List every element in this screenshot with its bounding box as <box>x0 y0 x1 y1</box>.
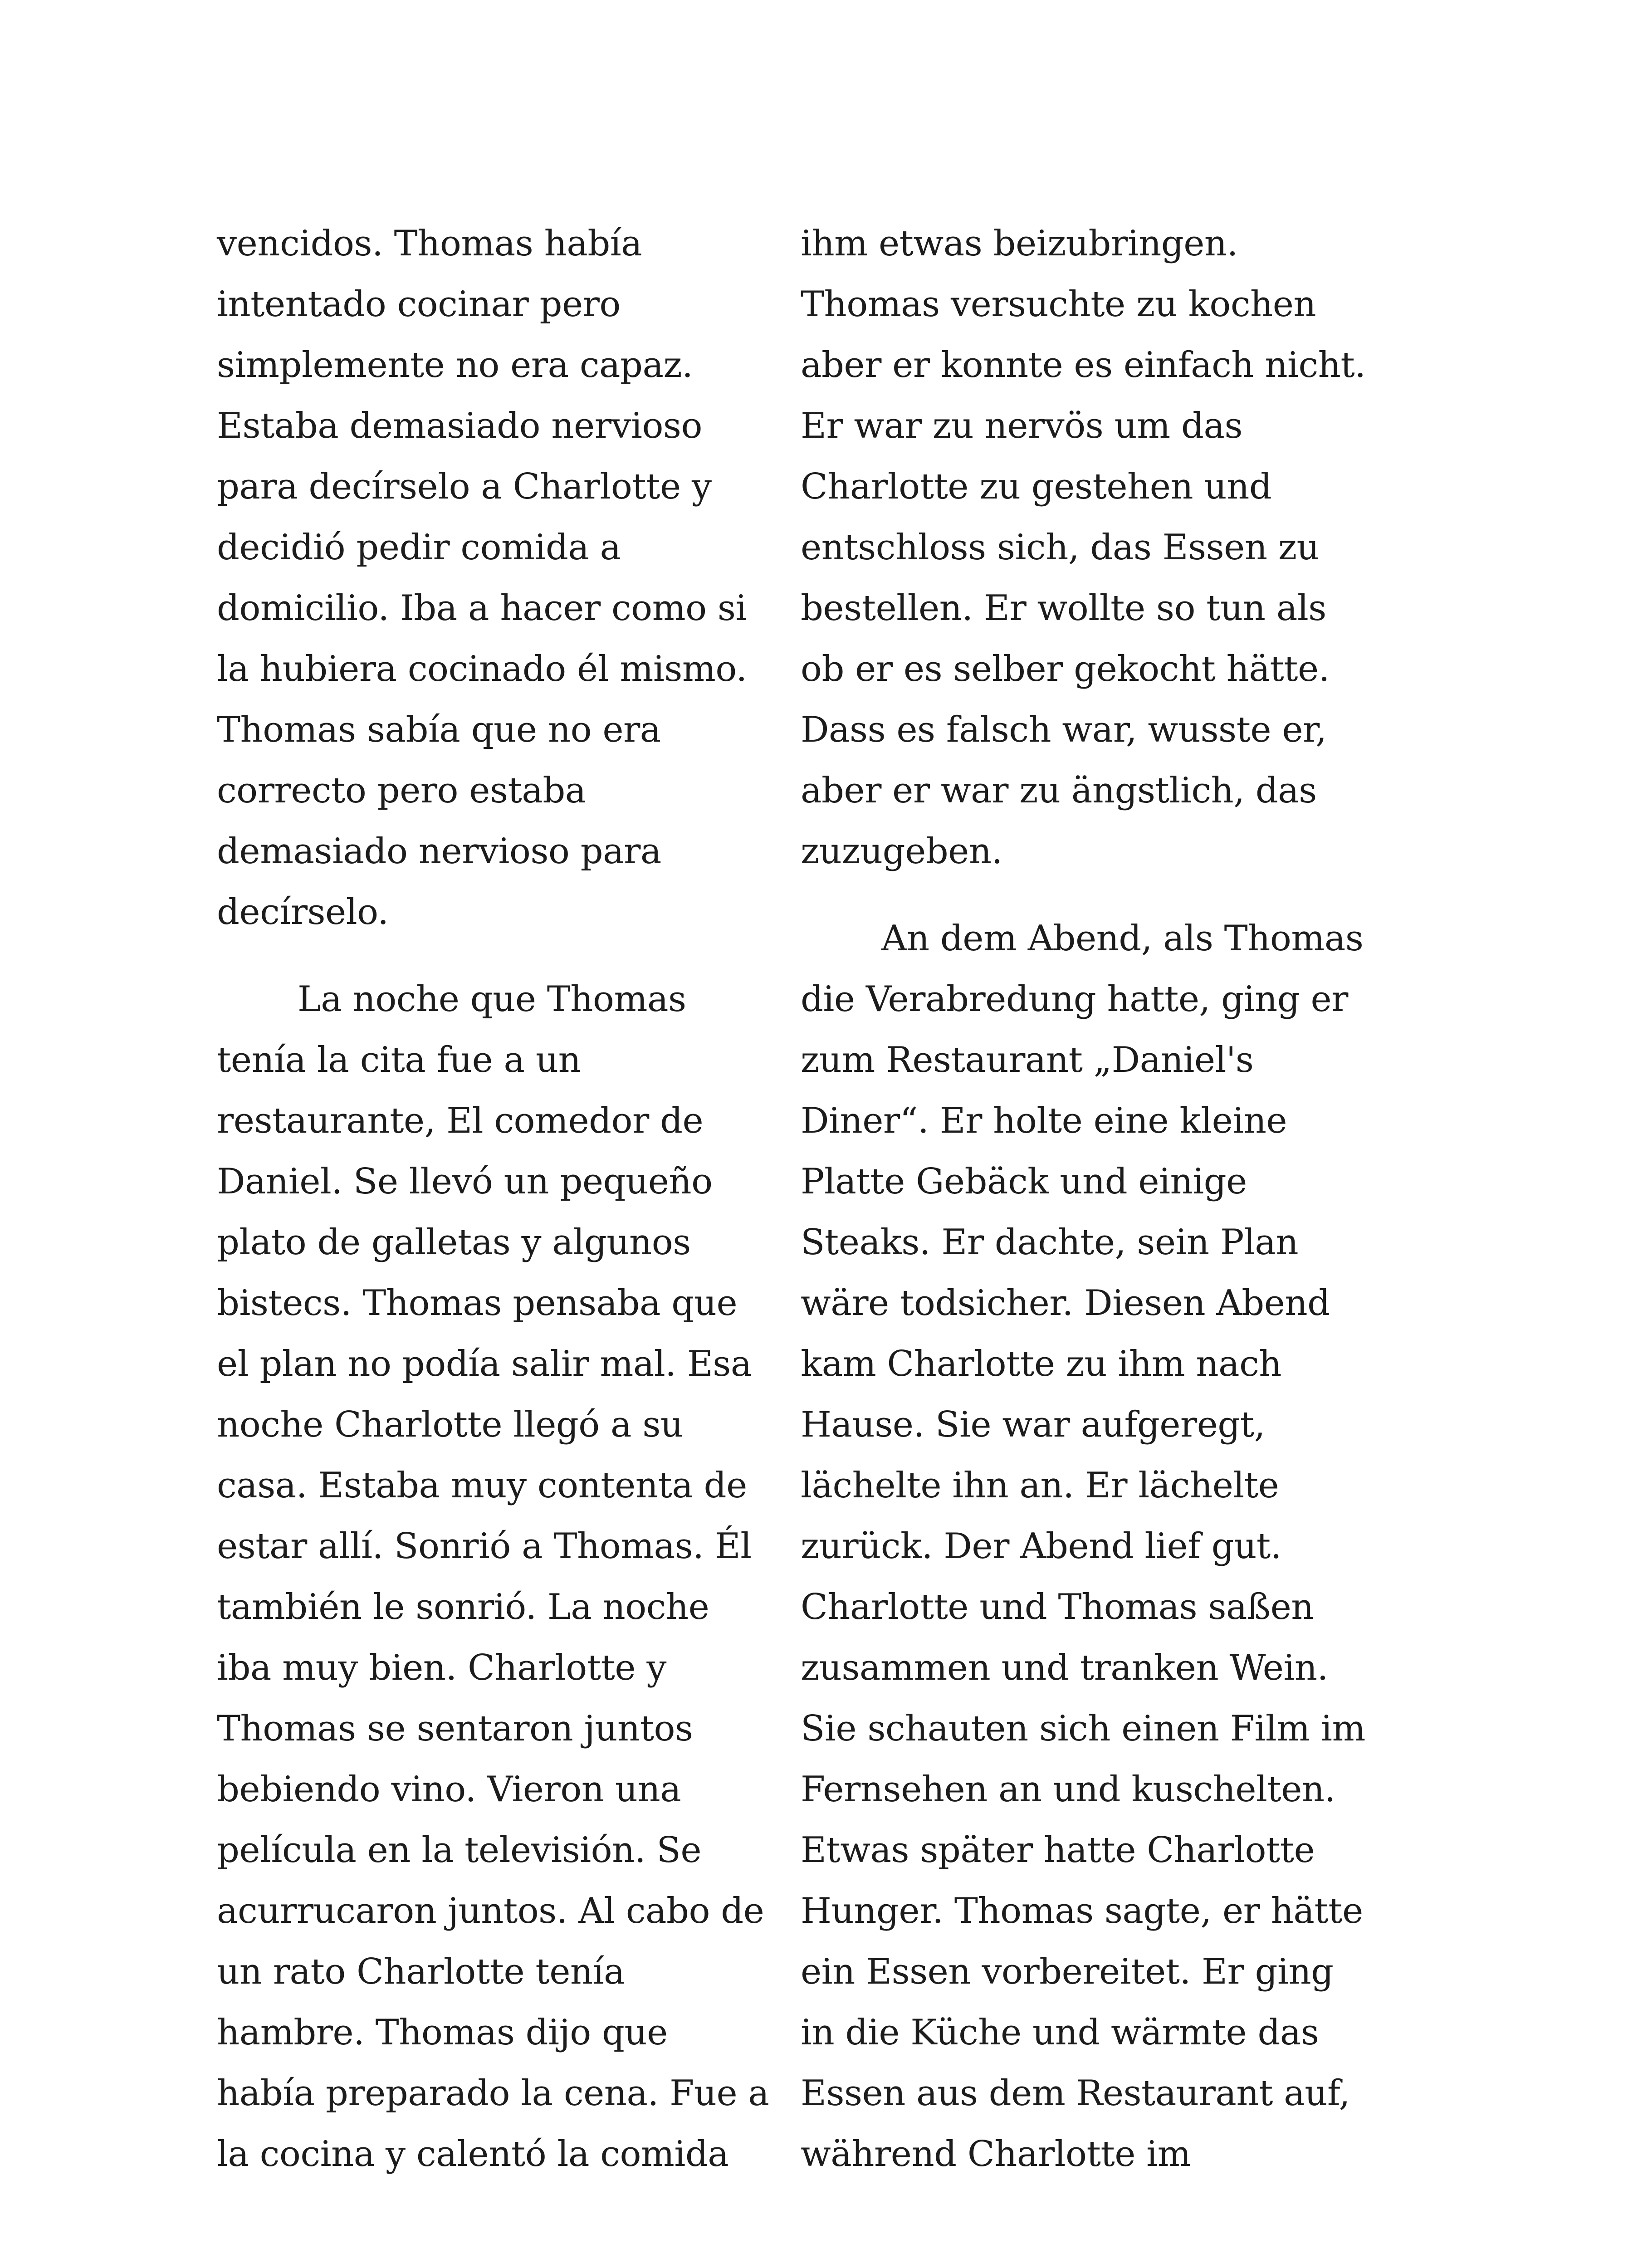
text-line: zusammen und tranken Wein. <box>801 1647 1328 1688</box>
text-line: Er war zu nervös um das <box>801 406 1242 446</box>
text-line: lächelte ihn an. Er lächelte <box>801 1465 1279 1506</box>
text-line: Thomas se sentaron juntos <box>217 1708 693 1749</box>
text-line: bestellen. Er wollte so tun als <box>801 588 1326 629</box>
text-line: Steaks. Er dachte, sein Plan <box>801 1222 1299 1263</box>
text-line: Diner“. Er holte eine kleine <box>801 1100 1287 1141</box>
text-line: acurrucaron juntos. Al cabo de <box>217 1891 764 1931</box>
left-column-spanish <box>217 213 779 2185</box>
text-line: hambre. Thomas dijo que <box>217 2012 668 2053</box>
text-line: La noche que Thomas <box>298 979 686 1020</box>
text-line: película en la televisión. Se <box>217 1830 702 1871</box>
text-line: entschloss sich, das Essen zu <box>801 527 1320 568</box>
text-line: también le sonrió. La noche <box>217 1587 709 1628</box>
text-line: Platte Gebäck und einige <box>801 1161 1247 1202</box>
paragraph <box>217 969 779 2185</box>
text-line: para decírselo a Charlotte y <box>217 466 712 507</box>
text-line: demasiado nervioso para <box>217 831 661 872</box>
paragraph-spacer <box>801 882 1395 908</box>
text-line: Fernsehen an und kuschelten. <box>801 1769 1335 1810</box>
paragraph <box>217 213 779 943</box>
text-line: domicilio. Iba a hacer como si <box>217 588 747 629</box>
text-line: ein Essen vorbereitet. Er ging <box>801 1951 1334 1992</box>
text-line: An dem Abend, als Thomas <box>881 918 1364 959</box>
text-line: zuzugeben. <box>801 831 1002 872</box>
text-line: restaurante, El comedor de <box>217 1100 704 1141</box>
text-line: Charlotte zu gestehen und <box>801 466 1272 507</box>
text-line: la hubiera cocinado él mismo. <box>217 649 747 689</box>
text-line: Estaba demasiado nervioso <box>217 406 702 446</box>
text-line: correcto pero estaba <box>217 770 586 811</box>
text-line: intentado cocinar pero <box>217 284 621 325</box>
text-line: ihm etwas beizubringen. <box>801 223 1238 264</box>
text-line: el plan no podía salir mal. Esa <box>217 1344 752 1384</box>
text-line: decidió pedir comida a <box>217 527 621 568</box>
text-line: bebiendo vino. Vieron una <box>217 1769 681 1810</box>
paragraph-spacer <box>217 943 779 969</box>
text-line: estar allí. Sonrió a Thomas. Él <box>217 1526 752 1567</box>
text-line: während Charlotte im <box>801 2134 1191 2175</box>
text-line: Dass es falsch war, wusste er, <box>801 709 1327 750</box>
text-line: zum Restaurant „Daniel's <box>801 1040 1254 1080</box>
text-line: tenía la cita fue a un <box>217 1040 581 1080</box>
text-line: in die Küche und wärmte das <box>801 2012 1319 2053</box>
text-line: un rato Charlotte tenía <box>217 1951 625 1992</box>
text-line: iba muy bien. Charlotte y <box>217 1647 666 1688</box>
text-line: Hunger. Thomas sagte, er hätte <box>801 1891 1363 1931</box>
text-line: decírselo. <box>217 892 389 933</box>
paragraph <box>801 213 1395 882</box>
right-column-german <box>801 213 1395 2185</box>
text-line: plato de galletas y algunos <box>217 1222 691 1263</box>
text-line: die Verabredung hatte, ging er <box>801 979 1348 1020</box>
text-line: Charlotte und Thomas saßen <box>801 1587 1314 1628</box>
text-line: Thomas versuchte zu kochen <box>801 284 1316 325</box>
text-line: Hause. Sie war aufgeregt, <box>801 1404 1265 1445</box>
text-line: Sie schauten sich einen Film im <box>801 1708 1365 1749</box>
text-line: Daniel. Se llevó un pequeño <box>217 1161 713 1202</box>
text-line: Thomas sabía que no era <box>217 709 661 750</box>
text-line: wäre todsicher. Diesen Abend <box>801 1283 1330 1324</box>
text-line: Essen aus dem Restaurant auf, <box>801 2073 1350 2114</box>
text-line: simplemente no era capaz. <box>217 345 693 386</box>
text-line: aber er konnte es einfach nicht. <box>801 345 1366 386</box>
paragraph <box>801 908 1395 2185</box>
text-line: zurück. Der Abend lief gut. <box>801 1526 1282 1567</box>
text-line: bistecs. Thomas pensaba que <box>217 1283 738 1324</box>
text-line: Etwas später hatte Charlotte <box>801 1830 1315 1871</box>
text-line: vencidos. Thomas había <box>217 223 642 264</box>
text-line: kam Charlotte zu ihm nach <box>801 1344 1281 1384</box>
text-line: ob er es selber gekocht hätte. <box>801 649 1330 689</box>
text-line: la cocina y calentó la comida <box>217 2134 729 2175</box>
text-line: había preparado la cena. Fue a <box>217 2073 769 2114</box>
text-line: aber er war zu ängstlich, das <box>801 770 1317 811</box>
text-line: noche Charlotte llegó a su <box>217 1404 683 1445</box>
text-line: casa. Estaba muy contenta de <box>217 1465 747 1506</box>
